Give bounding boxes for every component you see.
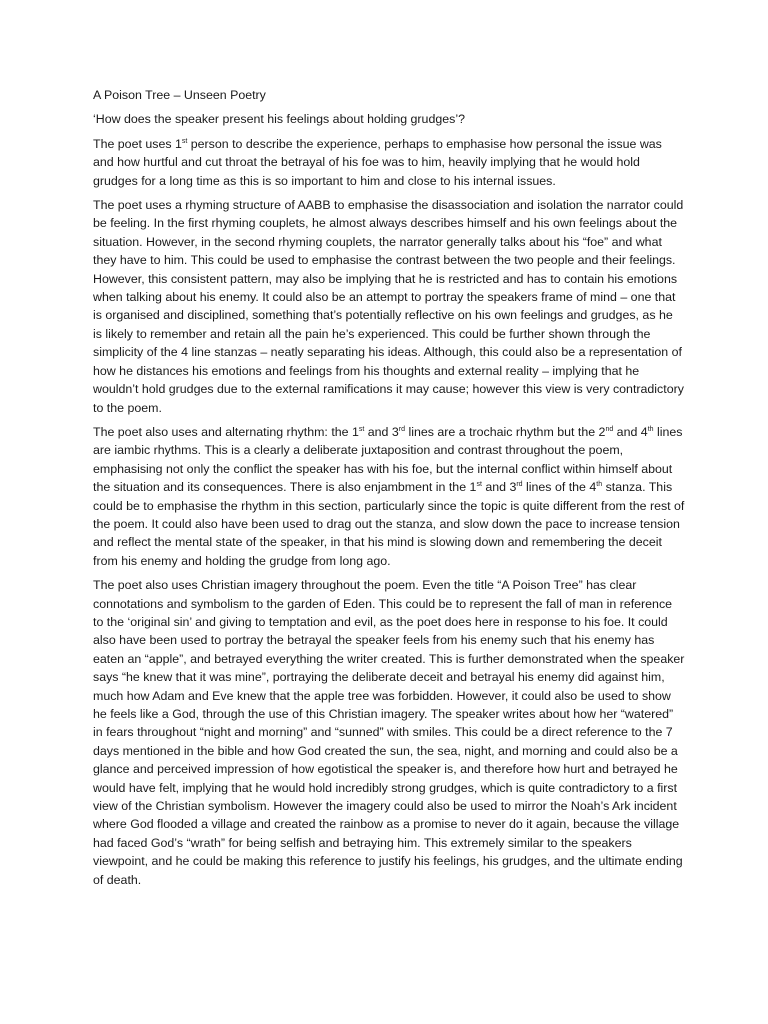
paragraph-3-text: and 3 [364, 424, 399, 439]
paragraph-3-text: stanza. This could be to emphasise the rhythm in this section, particularly since the topic is quite different from the rest of the poem. It could also have been used to drag out the stanza, and slow down the pace to increase tension and reflect the mental state of the speaker, in that his mind is slowing down and remembering the deceit from his enemy and holding the grudge from long ago. [93, 480, 685, 568]
paragraph-3-text: and 3 [481, 480, 517, 495]
essay-question: ‘How does the speaker present his feelings about holding grudges’? [93, 112, 465, 127]
paragraph-3 [93, 423, 685, 570]
ordinal-suffix: th [596, 481, 603, 488]
paragraph-1-text: person to describe the experience, perhaps to emphasise how personal the issue was and how hurtful and cut throat the betrayal of his foe was to him, heavily implying that he would hold grudges for a long time as this is so important to him and close to his internal issues. [93, 136, 662, 188]
paragraph-3-text: lines of the 4 [522, 480, 597, 495]
paragraph-1 [93, 135, 685, 190]
paragraph-1-text: The poet uses 1 [93, 136, 182, 151]
document-page [93, 86, 685, 895]
ordinal-suffix: rd [516, 481, 523, 488]
paragraph-3-text: The poet also uses and alternating rhythm: the 1 [93, 424, 359, 439]
paragraph-3-text: lines are a trochaic rhythm but the 2 [405, 424, 606, 439]
paragraph-3-text: and 4 [613, 424, 648, 439]
ordinal-suffix: st [476, 481, 482, 488]
paragraph-3-text: lines are iambic rhythms. This is a clearly a deliberate juxtaposition and contrast throughout the poem, emphasising not only the conflict the speaker has with his foe, but the internal conflict within himself about the situation and its consequences. There is also enjambment in the 1 [93, 424, 683, 495]
ordinal-suffix: rd [398, 425, 406, 433]
ordinal-suffix: st [358, 425, 365, 433]
ordinal-suffix: st [181, 137, 188, 145]
document-title: A Poison Tree – Unseen Poetry [93, 88, 266, 102]
ordinal-suffix: nd [605, 425, 614, 433]
paragraph-2: The poet uses a rhyming structure of AABB to emphasise the disassociation and isolation the narrator could be feeling. In the first rhyming couplets, he almost always describes himself and his own feelings about the situation. However, in the second rhyming couplets, the narrator generally talks about his “foe” and what they have to him. This could be used to emphasise the contrast between the two people and their feelings. However, this consistent pattern, may also be implying that he is restricted and has to contain his emotions when talking about his enemy. It could also be an attempt to portray the speakers frame of mind – one that is organised and disciplined, something that’s potentially reflective on his own feelings and grudges, as he is likely to remember and retain all the pain he’s experienced. This could be further shown through the simplicity of the 4 line stanzas – neatly separating his ideas. Although, this could also be a representation of how he distances his emotions and feelings from his thoughts and external reality – implying that he wouldn’t hold grudges due to the external ramifications it may cause; however this view is very contradictory to the poem. [93, 198, 684, 415]
ordinal-suffix: th [647, 425, 654, 433]
paragraph-4: The poet also uses Christian imagery throughout the poem. Even the title “A Poison Tree” has clear connotations and symbolism to the garden of Eden. This could be to represent the fall of man in reference to the ‘original sin’ and giving to temptation and evil, as the poet does here in response to his foe. It could also have been used to portray the betrayal the speaker feels from his enemy such that his enemy has eaten an “apple”, and betrayed everything the writer created. This is further demonstrated when the speaker says “he knew that it was mine”, portraying the deliberate deceit and betrayal his enemy did against him, much how Adam and Eve knew that the apple tree was forbidden. However, it could also be used to show he feels like a God, through the use of this Christian imagery. The speaker writes about how her “watered” in fears throughout “night and morning” and “sunned” with smiles. This could be a direct reference to the 7 days mentioned in the bible and how God created the sun, the sea, night, and morning and could also be a glance and perceived impression of how egotistical the speaker is, and therefore how hurt and betrayed he would have felt, implying that he would hold incredibly strong grudges, which is quite contradictory to a first view of the Christian symbolism. However the imagery could also be used to mirror the Noah’s Ark incident where God flooded a village and created the rainbow as a promise to never do it again, because the village had faced God’s “wrath” for being selfish and betraying him. This extremely similar to the speakers viewpoint, and he could be making this reference to justify his feelings, his grudges, and the ultimate ending of death. [93, 578, 685, 887]
